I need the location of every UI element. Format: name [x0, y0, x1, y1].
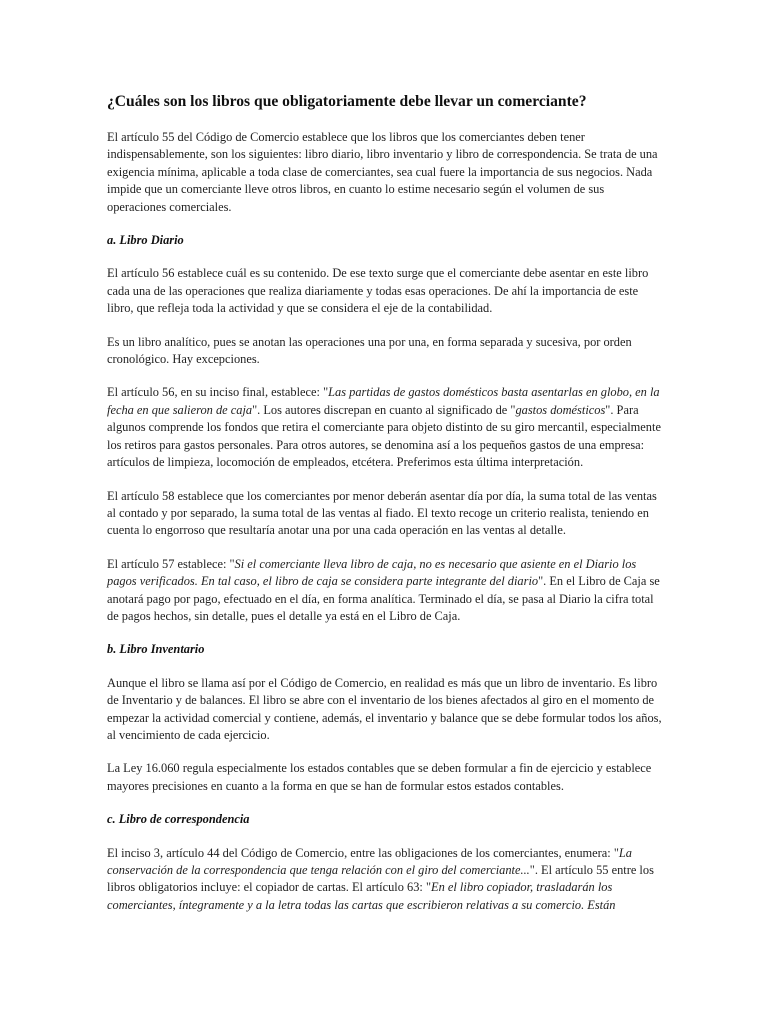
- paragraph-a5-text-1: El artículo 57 establece: ": [107, 556, 235, 571]
- section-heading-b: b. Libro Inventario: [107, 642, 205, 657]
- paragraph-a1: El artículo 56 establece cuál es su contenido. De ese texto surge que el comerciante debe asentar en este libro cada una de las operaciones que realiza diariamente y todas esas operaciones. De ahí la importancia de este libro, que refleja toda la actividad y que se considera el eje de la contabilidad.: [107, 266, 649, 316]
- paragraph-b1: Aunque el libro se llama así por el Código de Comercio, en realidad es más que un libro de inventario. Es libro de Inventario y de balances. El libro se abre con el inventario de los bienes afectados al giro en el momento de empezar la actividad comercial y contiene, además, el inventario y balance que se debe formular todos los años, al vencimiento de cada ejercicio.: [107, 675, 662, 742]
- section-heading-c: c. Libro de correspondencia: [107, 812, 250, 827]
- paragraph-c1: [107, 845, 663, 915]
- paragraph-c1-text-2: ". El artículo 55 entre los libros obligatorios incluye: el copiador de cartas. El artículo 63: ": [107, 863, 654, 895]
- document-body: [107, 92, 663, 930]
- section-heading-a: a. Libro Diario: [107, 233, 184, 248]
- paragraph-a5-text-2: ". En el Libro de Caja se anotará pago por pago, efectuado en el día, en forma analítica. Terminado el día, se pasa al Diario la cifra total de pagos hechos, sin detalle, pues el detalle ya está en el Libro de Caja.: [107, 574, 660, 623]
- paragraph-a5: [107, 556, 663, 626]
- paragraph-a3-text-2: ". Los autores discrepan en cuanto al significado de ": [252, 402, 516, 417]
- term-gastos-domesticos: gastos domésticos: [515, 402, 606, 417]
- paragraph-a4: El artículo 58 establece que los comerciantes por menor deberán asentar día por día, la suma total de las ventas al contado y por separado, la suma total de las ventas al fiado. El texto recoge un criterio realista, teniendo en cuenta lo engorroso que resultaría anotar una por una cada operación en las ventas al detalle.: [107, 488, 657, 538]
- paragraph-c1-text-1: El inciso 3, artículo 44 del Código de Comercio, entre las obligaciones de los comerciantes, enumera: ": [107, 845, 619, 860]
- paragraph-a3-text-1: El artículo 56, en su inciso final, establece: ": [107, 385, 329, 400]
- quote-libro-de-caja: Si el comerciante lleva libro de caja, no es necesario que asiente en el Diario los pagos verificados. En tal caso, el libro de caja se considera parte integrante del diario: [107, 556, 637, 589]
- paragraph-a2: Es un libro analítico, pues se anotan las operaciones una por una, en forma separada y sucesiva, por orden cronológico. Hay excepciones.: [107, 334, 632, 367]
- intro-paragraph: El artículo 55 del Código de Comercio establece que los libros que los comerciantes deben tener indispensablemente, son los siguientes: libro diario, libro inventario y libro de correspondencia. Se trata de una exigencia mínima, aplicable a toda clase de comerciantes, sea cual fuere la importancia de sus negocios. Nada impide que un comerciante lleve otros libros, en cuanto lo estime necesario según el volumen de sus operaciones comerciales.: [107, 130, 658, 214]
- paragraph-a3-text-3: ". Para algunos comprende los fondos que retira el comerciante para objeto distinto de su giro mercantil, especialmente los retiros para gastos personales. Para otros autores, se denomina así a los pequeños gastos de una empresa: artículos de limpieza, locomoción de empleados, etcétera. Preferimos esta última interpretación.: [107, 402, 661, 470]
- page-title: ¿Cuáles son los libros que obligatoriamente debe llevar un comerciante?: [107, 93, 587, 110]
- quote-gastos-domesticos: Las partidas de gastos domésticos basta asentarlas en globo, en la fecha en que salieron de caja: [107, 385, 660, 417]
- paragraph-a3: [107, 384, 663, 471]
- quote-libro-copiador: En el libro copiador, trasladarán los comerciantes, íntegramente y a la letra todas las cartas que escribieron relativas a su comercio. Están: [107, 880, 616, 912]
- quote-correspondencia: La conservación de la correspondencia que tenga relación con el giro del comerciante...: [107, 845, 632, 877]
- paragraph-b2: La Ley 16.060 regula especialmente los estados contables que se deben formular a fin de ejercicio y establece mayores precisiones en cuanto a la forma en que se han de formular estos estados contables.: [107, 761, 652, 793]
